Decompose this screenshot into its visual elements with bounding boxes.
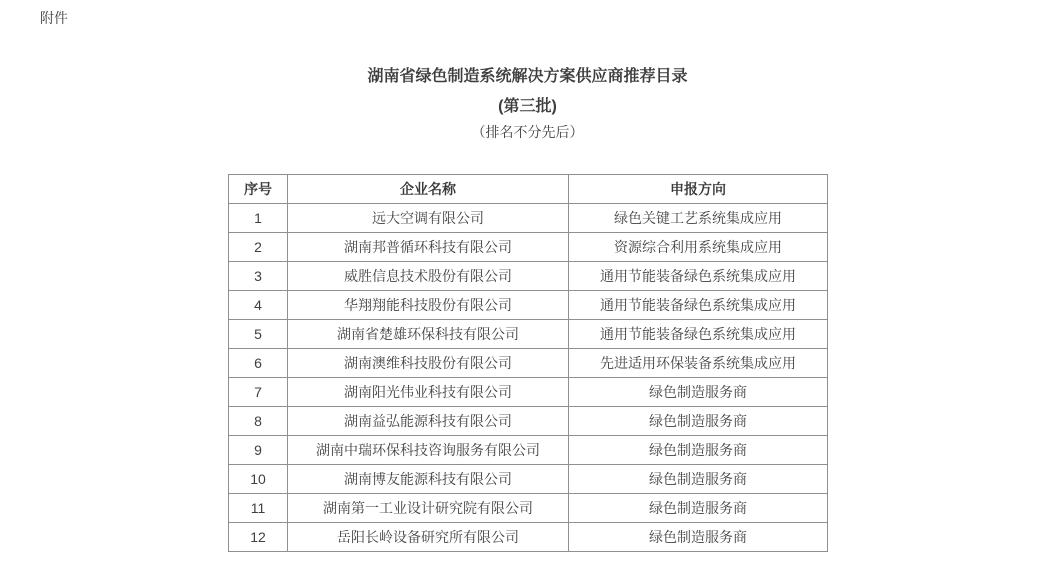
cell-index: 7	[229, 378, 288, 407]
cell-index: 5	[229, 320, 288, 349]
cell-application-direction: 绿色制造服务商	[569, 378, 828, 407]
ranking-note: （排名不分先后）	[471, 124, 584, 140]
table-row	[229, 291, 828, 320]
cell-index: 4	[229, 291, 288, 320]
cell-application-direction: 绿色制造服务商	[569, 407, 828, 436]
cell-index: 8	[229, 407, 288, 436]
cell-index: 9	[229, 436, 288, 465]
document-subtitle: (第三批)	[498, 98, 557, 115]
cell-application-direction: 绿色关键工艺系统集成应用	[569, 204, 828, 233]
cell-index: 6	[229, 349, 288, 378]
cell-application-direction: 通用节能装备绿色系统集成应用	[569, 291, 828, 320]
table-row	[229, 320, 828, 349]
table-row	[229, 204, 828, 233]
header-index: 序号	[229, 175, 288, 204]
cell-application-direction: 绿色制造服务商	[569, 465, 828, 494]
cell-company-name: 岳阳长岭设备研究所有限公司	[288, 523, 569, 552]
cell-index: 1	[229, 204, 288, 233]
header-company-name: 企业名称	[288, 175, 569, 204]
cell-index: 3	[229, 262, 288, 291]
cell-company-name: 湖南邦普循环科技有限公司	[288, 233, 569, 262]
cell-index: 11	[229, 494, 288, 523]
cell-application-direction: 通用节能装备绿色系统集成应用	[569, 320, 828, 349]
cell-company-name: 华翔翔能科技股份有限公司	[288, 291, 569, 320]
cell-company-name: 湖南益弘能源科技有限公司	[288, 407, 569, 436]
cell-application-direction: 绿色制造服务商	[569, 523, 828, 552]
table-row	[229, 494, 828, 523]
cell-application-direction: 绿色制造服务商	[569, 494, 828, 523]
table-row	[229, 262, 828, 291]
cell-index: 2	[229, 233, 288, 262]
cell-application-direction: 资源综合利用系统集成应用	[569, 233, 828, 262]
table-row	[229, 407, 828, 436]
attachment-label: 附件	[40, 10, 68, 26]
document-title: 湖南省绿色制造系统解决方案供应商推荐目录	[367, 68, 688, 85]
cell-application-direction: 绿色制造服务商	[569, 436, 828, 465]
cell-application-direction: 先进适用环保装备系统集成应用	[569, 349, 828, 378]
table-row	[229, 523, 828, 552]
cell-index: 10	[229, 465, 288, 494]
cell-company-name: 远大空调有限公司	[288, 204, 569, 233]
header-application-direction: 申报方向	[569, 175, 828, 204]
cell-company-name: 威胜信息技术股份有限公司	[288, 262, 569, 291]
table-row	[229, 349, 828, 378]
cell-company-name: 湖南第一工业设计研究院有限公司	[288, 494, 569, 523]
table-header-row	[229, 175, 828, 204]
cell-application-direction: 通用节能装备绿色系统集成应用	[569, 262, 828, 291]
cell-company-name: 湖南博友能源科技有限公司	[288, 465, 569, 494]
table-row	[229, 436, 828, 465]
content-area	[228, 0, 827, 552]
cell-company-name: 湖南阳光伟业科技有限公司	[288, 378, 569, 407]
table-row	[229, 378, 828, 407]
cell-company-name: 湖南澳维科技股份有限公司	[288, 349, 569, 378]
cell-company-name: 湖南省楚雄环保科技有限公司	[288, 320, 569, 349]
cell-company-name: 湖南中瑞环保科技咨询服务有限公司	[288, 436, 569, 465]
supplier-table	[228, 174, 828, 552]
cell-index: 12	[229, 523, 288, 552]
table-body	[229, 204, 828, 552]
table-row	[229, 233, 828, 262]
table-row	[229, 465, 828, 494]
